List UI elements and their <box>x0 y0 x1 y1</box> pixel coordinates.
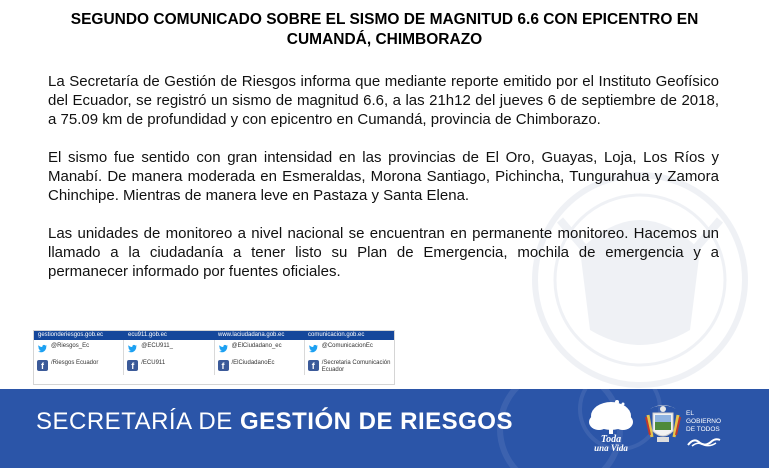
contact-directory <box>33 330 395 385</box>
todauna-line-1: Toda <box>600 434 622 445</box>
twitter-handle[interactable]: @Riesgos_Ec <box>51 343 90 349</box>
title-line-1: SEGUNDO COMUNICADO SOBRE EL SISMO DE MAGNITUD 6.6 CON EPICENTRO EN <box>70 11 699 28</box>
contact-column-elciudadano <box>215 340 305 375</box>
gobierno-de-todos-logo <box>686 410 722 447</box>
twitter-handle[interactable]: @ECU911_ <box>141 343 173 349</box>
gov-line-2: GOBIERNO <box>686 418 722 425</box>
websites-bar <box>34 331 394 340</box>
website-link-ecu911[interactable]: ecu911.gob.ec <box>128 332 167 338</box>
title-line-2: CUMANDÁ, CHIMBORAZO <box>286 31 483 48</box>
facebook-icon: f <box>218 360 229 371</box>
contact-column-comunicacion <box>305 340 394 375</box>
twitter-handle[interactable]: @ElCiudadano_ec <box>231 343 282 349</box>
twitter-icon <box>127 343 138 354</box>
paragraph-monitoring: Las unidades de monitoreo a nivel nacional se encuentran en permanente monitoreo. Hacemos un llamado a la ciudadanía a tener listo su Plan de Emergencia, mochila de emergencia y a permanecer informado por fuentes oficiales. <box>48 225 719 280</box>
page-title <box>0 10 769 50</box>
facebook-page[interactable]: /ECU911 <box>141 360 166 366</box>
facebook-icon: f <box>127 360 138 371</box>
contact-column-riesgos <box>34 340 124 375</box>
website-link-laciudadana[interactable]: www.laciudadana.gob.ec <box>218 332 285 338</box>
facebook-icon: f <box>37 360 48 371</box>
brand-part-1: SECRETARÍA DE <box>36 408 240 435</box>
twitter-icon <box>218 343 229 354</box>
todauna-line-2: una Vida <box>594 443 628 452</box>
ecuador-coat-of-arms-icon <box>644 401 682 449</box>
communique-body <box>48 72 719 300</box>
twitter-icon <box>308 343 319 354</box>
facebook-page[interactable]: /Secretaria Comunicación Ecuador <box>321 360 391 373</box>
website-link-riesgos[interactable]: gestionderiesgos.gob.ec <box>38 332 104 338</box>
gov-line-3: DE TODOS <box>686 426 720 433</box>
wave-icon <box>686 437 722 447</box>
twitter-handle[interactable]: @ComunicacionEc <box>321 343 373 349</box>
facebook-icon: f <box>308 360 319 371</box>
ministry-brand <box>36 408 513 436</box>
contact-column-ecu911 <box>124 340 214 375</box>
website-link-comunicacion[interactable]: comunicacion.gob.ec <box>308 332 365 338</box>
paragraph-intensity: El sismo fue sentido con gran intensidad en las provincias de El Oro, Guayas, Loja, Los Ríos y Manabí. De manera moderada en Esmeraldas, Morona Santiago, Pichincha, Tungurahua y Zamora Chinchipe. Mientras de manera leve en Pastaza y Santa Elena. <box>48 149 719 204</box>
facebook-page[interactable]: /ElCiudadanoEc <box>231 360 275 366</box>
gov-line-1: EL <box>686 410 694 417</box>
toda-una-vida-logo <box>585 398 637 452</box>
brand-part-2: GESTIÓN DE RIESGOS <box>239 408 513 435</box>
twitter-icon <box>37 343 48 354</box>
facebook-page[interactable]: /Riesgos Ecuador <box>51 360 99 366</box>
paragraph-report: La Secretaría de Gestión de Riesgos informa que mediante reporte emitido por el Instituto Geofísico del Ecuador, se registró un sismo de magnitud 6.6, a las 21h12 del jueves 6 de septiembre de 2018, a 75.09 km de profundidad y con epicentro en Cumandá, provincia de Chimborazo. <box>48 73 719 128</box>
